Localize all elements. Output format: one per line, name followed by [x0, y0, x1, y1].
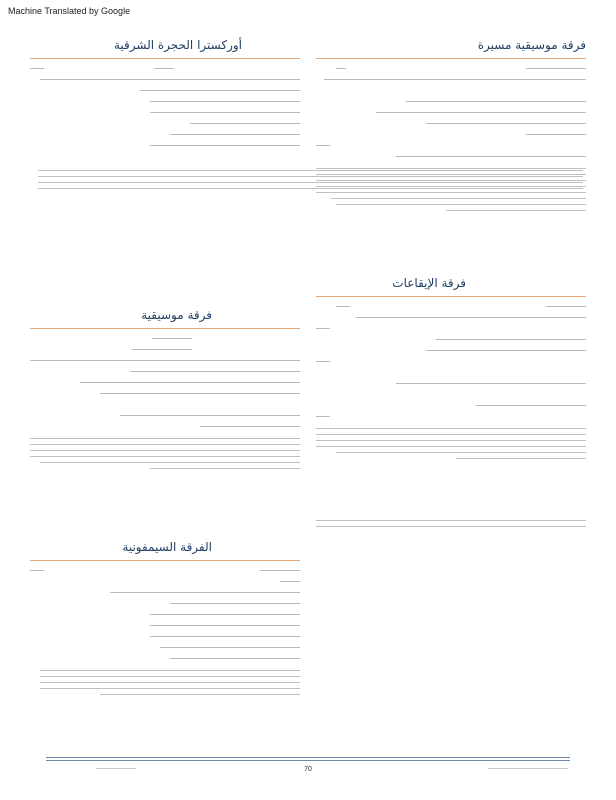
title-underline: [30, 58, 300, 59]
course-title: الفرقة السيمفونية: [122, 540, 212, 554]
course-title: فرقة الإيقاعات: [392, 276, 466, 290]
description-band-lower: [316, 520, 586, 532]
course-title: فرقة موسيقية: [141, 308, 212, 322]
course-block-symphonic-band: [30, 540, 300, 700]
course-title: أوركسترا الحجرة الشرقية: [113, 38, 242, 52]
title-underline: [316, 296, 586, 297]
page-number: 70: [304, 766, 312, 773]
footer-rule: [46, 760, 570, 761]
title-underline: [30, 560, 300, 561]
footer-rule: [46, 757, 570, 758]
title-underline: [316, 58, 586, 59]
course-block-percussion-ensemble: [316, 276, 586, 464]
course-block-eastern-chamber-orchestra: [30, 38, 300, 151]
course-title: فرقة موسيقية مسيرة: [477, 38, 586, 52]
course-block-concert-band: [30, 308, 300, 474]
title-underline: [30, 328, 300, 329]
machine-translated-banner: Machine Translated by Google: [8, 6, 131, 16]
description-band: [38, 170, 583, 194]
